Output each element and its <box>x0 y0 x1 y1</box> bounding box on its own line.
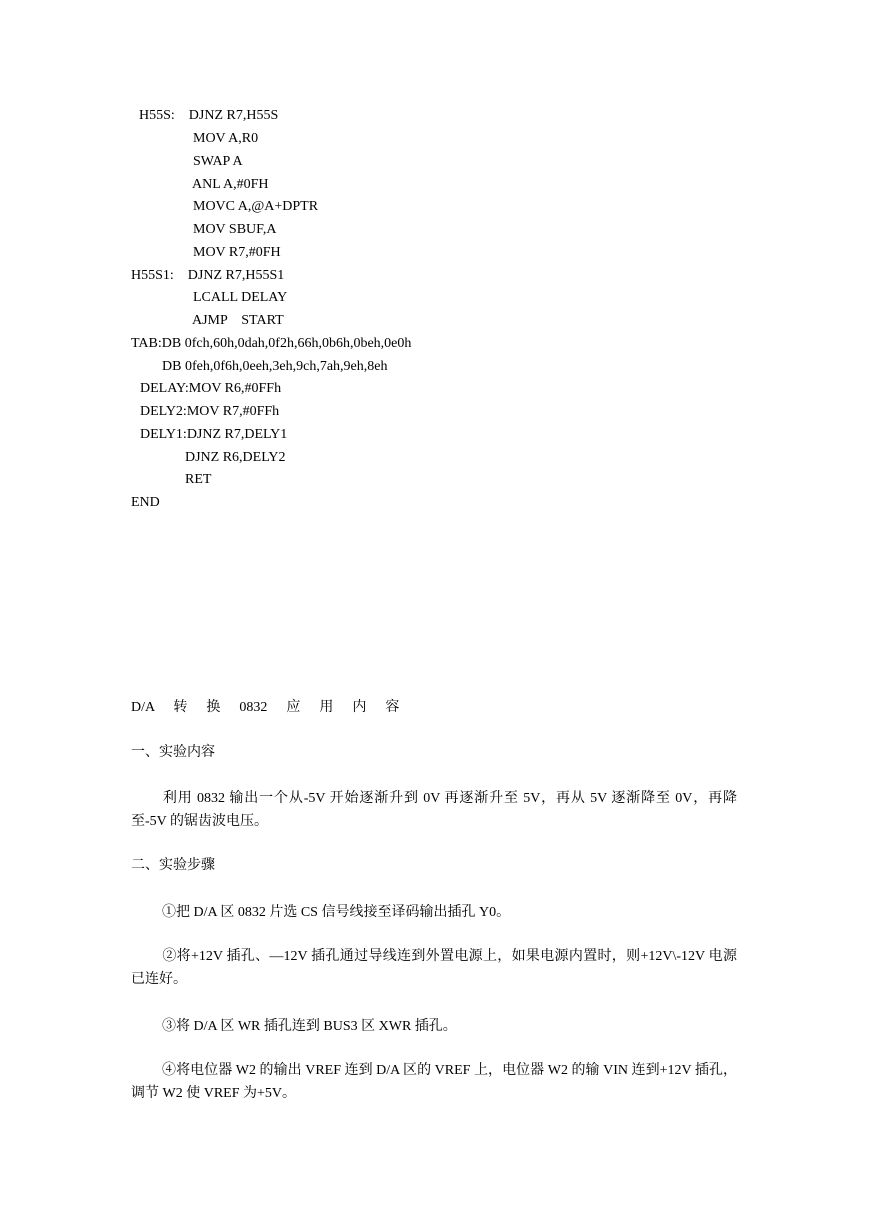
content-text: 利用 0832 输出一个从-5V 开始逐渐升到 0V 再逐渐升至 5V，再从 5V 逐渐降至 0V，再降至-5V 的锯齿波电压。 <box>131 791 737 829</box>
step-text: ②将+12V 插孔、—12V 插孔通过导线连到外置电源上，如果电源内置时，则+12V\-12V 电源已连好。 <box>131 949 737 987</box>
step-item <box>131 1015 737 1038</box>
code-line: LCALL DELAY <box>193 290 288 305</box>
step-text: ③将 D/A 区 WR 插孔连到 BUS3 区 XWR 插孔。 <box>162 1019 457 1034</box>
step-item <box>131 901 737 924</box>
code-line: DJNZ R6,DELY2 <box>185 450 286 465</box>
heading-experiment-content: 一、实验内容 <box>131 745 215 760</box>
step-text: ①把 D/A 区 0832 片选 CS 信号线接至译码输出插孔 Y0。 <box>162 905 511 920</box>
step-text: ④将电位器 W2 的输出 VREF 连到 D/A 区的 VREF 上，电位器 W2 的输 VIN 连到+12V 插孔，调节 W2 使 VREF 为+5V。 <box>131 1063 737 1101</box>
code-line: MOV A,R0 <box>193 131 259 146</box>
code-line: SWAP A <box>193 154 243 169</box>
heading-experiment-steps: 二、实验步骤 <box>131 858 215 873</box>
code-line: MOV SBUF,A <box>193 222 277 237</box>
step-item <box>131 1059 737 1105</box>
step-item <box>131 945 737 991</box>
code-line: H55S1: DJNZ R7,H55S1 <box>131 268 285 283</box>
content-paragraph <box>131 787 737 833</box>
code-line: END <box>131 495 160 510</box>
code-line: ANL A,#0FH <box>192 177 269 192</box>
code-line: MOV R7,#0FH <box>193 245 281 260</box>
code-line: DELAY:MOV R6,#0FFh <box>140 381 282 396</box>
code-line: AJMP START <box>192 313 284 328</box>
code-line: H55S: DJNZ R7,H55S <box>139 108 279 123</box>
code-line: DELY1:DJNZ R7,DELY1 <box>140 427 288 442</box>
code-line: MOVC A,@A+DPTR <box>193 199 319 214</box>
code-line: DELY2:MOV R7,#0FFh <box>140 404 280 419</box>
section-title: D/A 转 换 0832 应 用 内 容 <box>131 700 400 715</box>
code-line: DB 0feh,0f6h,0eeh,3eh,9ch,7ah,9eh,8eh <box>162 359 388 374</box>
code-line: RET <box>185 472 212 487</box>
code-line: TAB:DB 0fch,60h,0dah,0f2h,66h,0b6h,0beh,0e0h <box>131 336 412 351</box>
